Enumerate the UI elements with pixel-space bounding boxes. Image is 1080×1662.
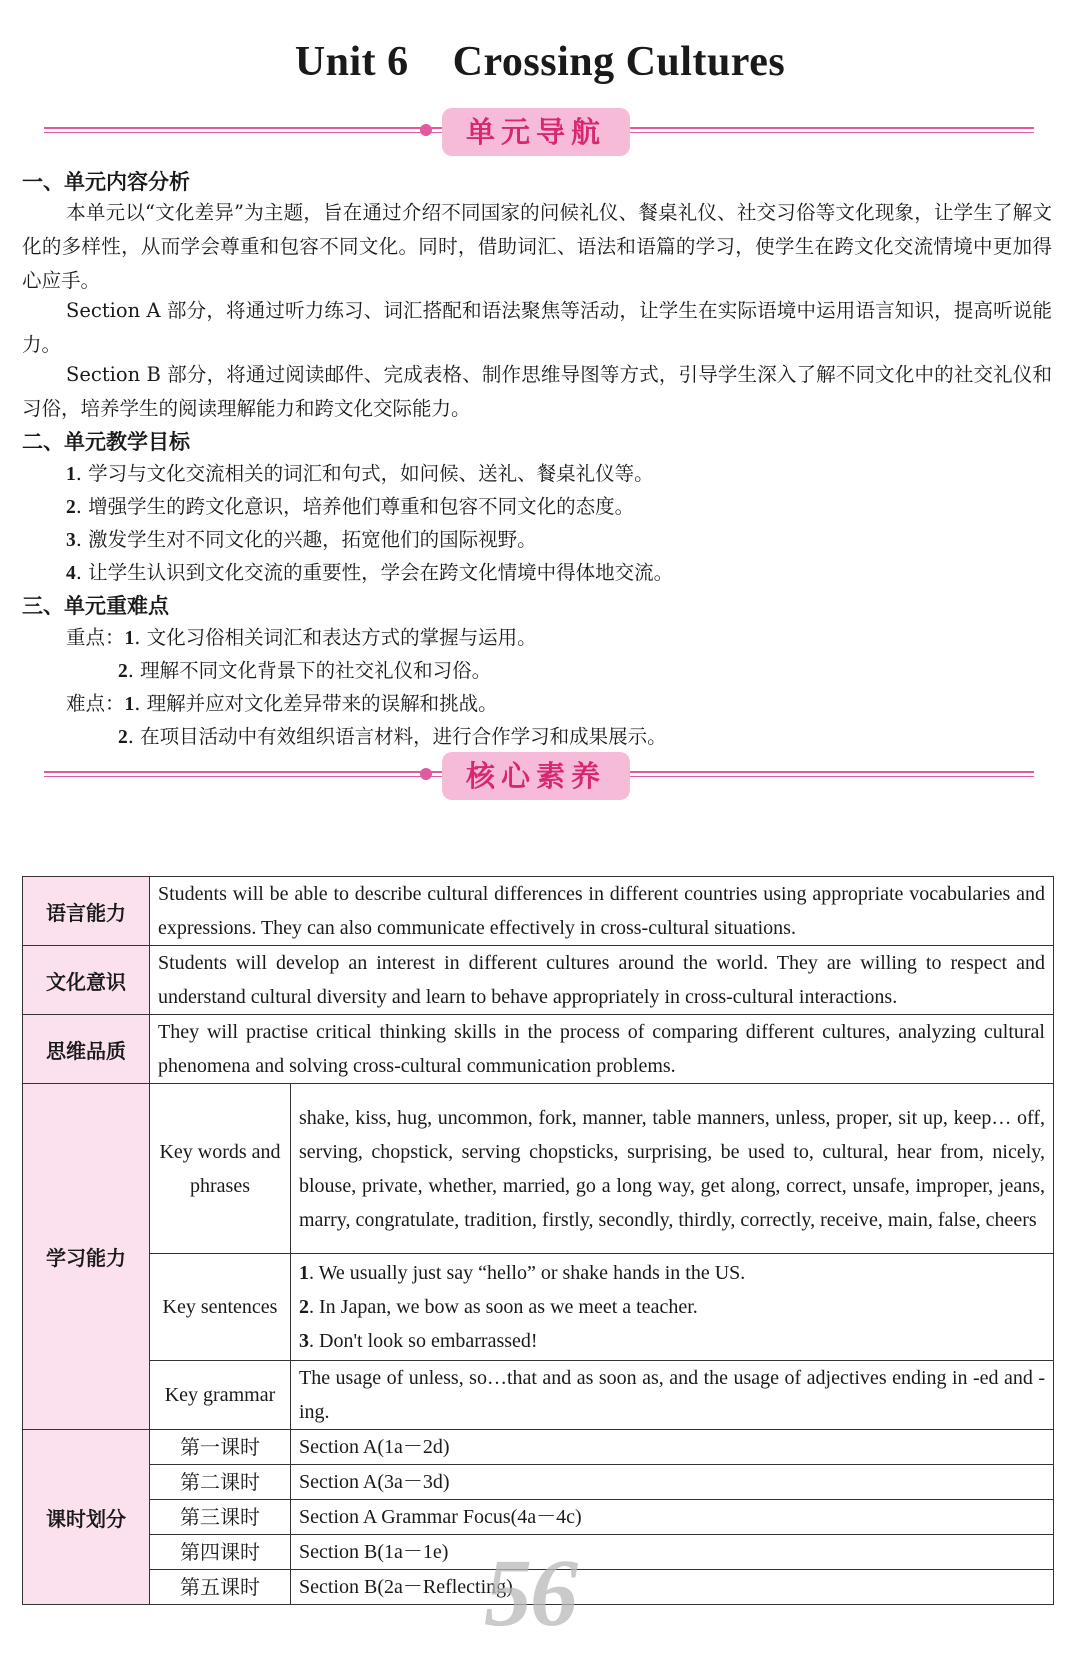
row-label: 语言能力 — [23, 877, 150, 946]
banner-core-literacy — [44, 752, 1034, 798]
lesson-content: Section B(2a－Reflecting) — [291, 1570, 1054, 1605]
row-text: Students will develop an interest in different cultures around the world. They are willing to respect and understand cultural diversity and learn to behave appropriately in cross-cultural interactions. — [150, 946, 1054, 1015]
lesson-content: Section B(1a－1e) — [291, 1535, 1054, 1570]
paragraph-section-b: Section B 部分，将通过阅读邮件、完成表格、制作思维导图等方式，引导学生深入了解不同文化中的社交礼仪和习俗，培养学生的阅读理解能力和跨文化交际能力。 — [22, 363, 1052, 420]
banner-dot-icon — [420, 768, 432, 780]
row-label: 学习能力 — [23, 1084, 150, 1430]
unit-number: Unit 6 — [294, 39, 409, 85]
lesson-content: Section A(3a－3d) — [291, 1465, 1054, 1500]
table-row — [23, 1254, 1054, 1361]
goal-item: 3. 激发学生对不同文化的兴趣，拓宽他们的国际视野。 — [66, 528, 537, 551]
lesson-name: 第一课时 — [150, 1430, 291, 1465]
section-heading-key-points: 三、单元重难点 — [22, 594, 169, 618]
goal-item: 1. 学习与文化交流相关的词汇和句式，如问候、送礼、餐桌礼仪等。 — [66, 462, 654, 485]
lesson-name: 第五课时 — [150, 1570, 291, 1605]
paragraph-intro: 本单元以“文化差异”为主题，旨在通过介绍不同国家的问候礼仪、餐桌礼仪、社交习俗等文化现象，让学生了解文化的多样性，从而学会尊重和包容不同文化。同时，借助词汇、语法和语篇的学习，使学生在跨文化交流情境中更加得心应手。 — [22, 201, 1052, 292]
section-heading-content-analysis: 一、单元内容分析 — [22, 170, 190, 194]
row-label: 思维品质 — [23, 1015, 150, 1084]
key-sentences — [291, 1254, 1054, 1361]
lesson-name: 第三课时 — [150, 1500, 291, 1535]
sentence-item: 1. We usually just say “hello” or shake hands in the US. — [299, 1262, 746, 1284]
table-row — [23, 946, 1054, 1015]
sub-label: Key words and phrases — [150, 1084, 291, 1254]
page-title — [0, 38, 1080, 86]
lesson-content: Section A(1a－2d) — [291, 1430, 1054, 1465]
goal-item: 4. 让学生认识到文化交流的重要性，学会在跨文化情境中得体地交流。 — [66, 561, 674, 584]
table-row — [23, 1465, 1054, 1500]
core-literacy-table — [22, 876, 1054, 1605]
table-row — [23, 1015, 1054, 1084]
banner-unit-navigation — [44, 108, 1034, 154]
banner-label: 单元导航 — [442, 108, 630, 156]
table-row — [23, 1084, 1054, 1254]
sentence-item: 3. Don't look so embarrassed! — [299, 1330, 538, 1352]
row-label: 文化意识 — [23, 946, 150, 1015]
unit-name: Crossing Cultures — [452, 39, 786, 85]
key-grammar-text: The usage of unless, so…that and as soon as, and the usage of adjectives ending in -ed and -ing. — [291, 1361, 1054, 1430]
key-point-item: 2. 理解不同文化背景下的社交礼仪和习俗。 — [118, 659, 492, 682]
banner-label: 核心素养 — [442, 752, 630, 800]
table-row — [23, 1500, 1054, 1535]
row-text: Students will be able to describe cultural differences in different countries using appropriate vocabularies and expressions. They can also communicate effectively in cross-cultural situations. — [150, 877, 1054, 946]
sentence-item: 2. In Japan, we bow as soon as we meet a teacher. — [299, 1296, 698, 1318]
goal-item: 2. 增强学生的跨文化意识，培养他们尊重和包容不同文化的态度。 — [66, 495, 635, 518]
sub-label: Key grammar — [150, 1361, 291, 1430]
lesson-name: 第四课时 — [150, 1535, 291, 1570]
row-text: They will practise critical thinking skills in the process of comparing different cultures, analyzing cultural phenomena and solving cross-cultural communication problems. — [150, 1015, 1054, 1084]
difficulty-item: 难点：1. 理解并应对文化差异带来的误解和挑战。 — [66, 692, 498, 715]
difficulty-item: 2. 在项目活动中有效组织语言材料，进行合作学习和成果展示。 — [118, 725, 667, 748]
table-row — [23, 877, 1054, 946]
lesson-content: Section A Grammar Focus(4a－4c) — [291, 1500, 1054, 1535]
key-point-item: 重点：1. 文化习俗相关词汇和表达方式的掌握与运用。 — [66, 626, 537, 649]
lesson-name: 第二课时 — [150, 1465, 291, 1500]
table-row — [23, 1430, 1054, 1465]
banner-dot-icon — [420, 124, 432, 136]
paragraph-section-a: Section A 部分，将通过听力练习、词汇搭配和语法聚焦等活动，让学生在实际语境中运用语言知识，提高听说能力。 — [22, 299, 1052, 356]
sub-label: Key sentences — [150, 1254, 291, 1361]
key-words-text: shake, kiss, hug, uncommon, fork, manner, table manners, unless, proper, sit up, keep… off, serving, chopstick, serving chopsticks, surprising, be used to, cultural, hear from, nicely, blouse, private, whether, married, go a long way, get along, correct, unsafe, improper, jeans, marry, congratulate, tradition, firstly, secondly, thirdly, correctly, receive, main, false, cheers — [291, 1084, 1054, 1254]
page-number: 56 — [484, 1539, 576, 1646]
table-row — [23, 1361, 1054, 1430]
row-label: 课时划分 — [23, 1430, 150, 1605]
section-heading-teaching-goals: 二、单元教学目标 — [22, 430, 190, 454]
